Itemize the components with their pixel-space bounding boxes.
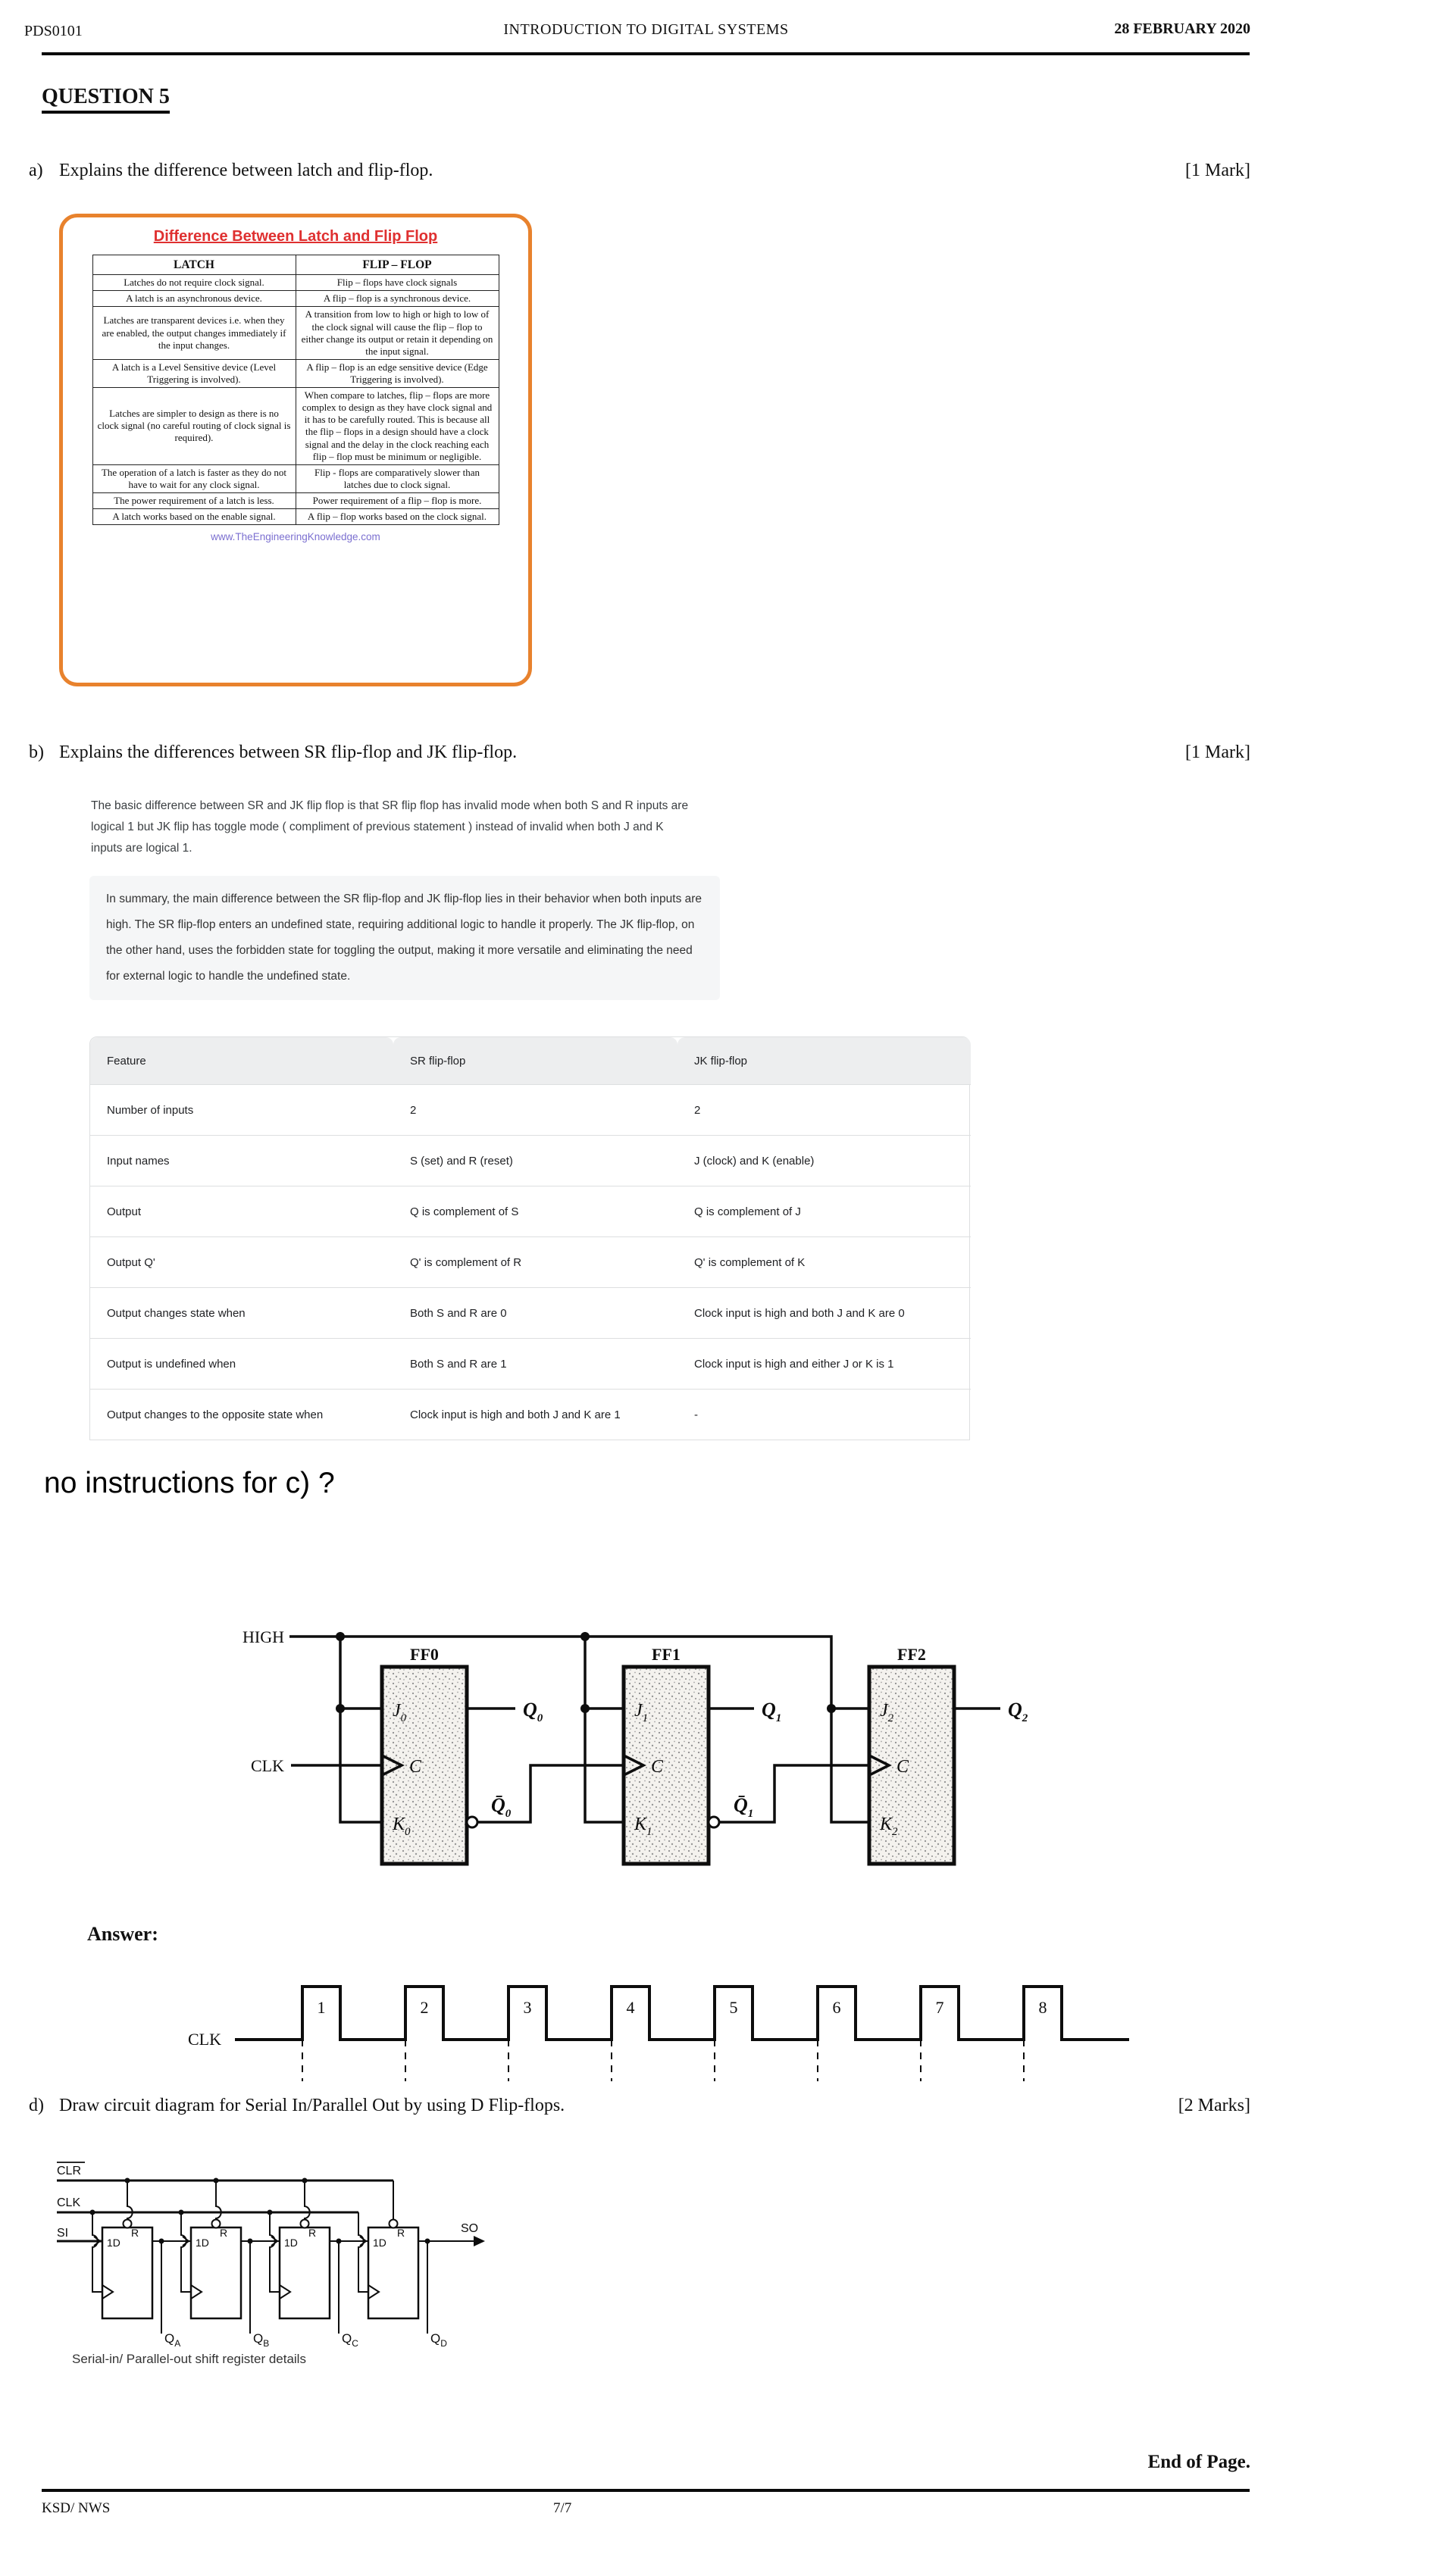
pulse-number: 7 <box>935 1998 944 2017</box>
table-row <box>92 492 499 508</box>
table-header-row <box>90 1037 971 1085</box>
junction-dot <box>90 2210 95 2215</box>
c-port: C <box>651 1757 664 1777</box>
junction-dot <box>336 1632 345 1641</box>
ff2-name: FF2 <box>897 1645 926 1664</box>
si-label: SI <box>57 2227 69 2240</box>
clock-pulse-train <box>235 1987 1129 2040</box>
table-row <box>90 1237 971 1288</box>
answer-b-paragraph-1: The basic difference between SR and JK flip flop is that SR flip flop has invalid mode when both S and R inputs are logical 1 but JK flip has toggle mode ( compliment of previous statement ) instead of invalid when both J and K inputs are logical 1. <box>91 799 689 855</box>
footer-author: KSD/ NWS <box>42 2500 111 2516</box>
feature-cell: Output changes state when <box>90 1288 393 1339</box>
ff0-feed-wire <box>340 1637 382 1822</box>
part-b-label: b) <box>29 742 44 762</box>
latch-cell: The power requirement of a latch is less. <box>92 492 296 508</box>
k-sub: 0 <box>405 1826 411 1838</box>
so-arrowhead-icon <box>474 2236 485 2246</box>
r-port-label: R <box>397 2227 405 2239</box>
ff1-c-port-label <box>651 1757 664 1777</box>
part-d-label: d) <box>29 2096 44 2115</box>
ff1-feed-wire <box>585 1637 624 1822</box>
q: Q <box>523 1699 537 1721</box>
so-label: SO <box>461 2222 479 2235</box>
table-row <box>90 1186 971 1237</box>
junction-dot <box>268 2210 273 2215</box>
pulse-number: 1 <box>317 1998 326 2017</box>
q-sub: D <box>440 2338 447 2349</box>
ff1-name: FF1 <box>652 1645 681 1664</box>
col-jk: JK flip-flop <box>677 1037 971 1085</box>
table-row <box>92 275 499 291</box>
sr-cell: Clock input is high and both J and K are 1 <box>393 1390 677 1440</box>
jk-cell: - <box>677 1390 971 1440</box>
pulse-number: 5 <box>729 1998 738 2017</box>
k-sub: 1 <box>646 1826 652 1838</box>
reset-bubble-icon <box>390 2220 398 2228</box>
ff-cell: A transition from low to high or high to low of the clock signal will cause the flip – flop to either change its output or retain it depending on the input signal. <box>296 307 499 359</box>
jk-cell: Clock input is high and both J and K are 0 <box>677 1288 971 1339</box>
feature-cell: Output <box>90 1186 393 1237</box>
header-title: INTRODUCTION TO DIGITAL SYSTEMS <box>503 21 789 38</box>
j-port: J <box>634 1701 643 1721</box>
edge-marker-dashes <box>302 2040 1024 2081</box>
junction-dot <box>580 1632 590 1641</box>
table-row <box>90 1339 971 1390</box>
qd-output-label <box>430 2331 447 2349</box>
q0-output-label <box>523 1699 543 1724</box>
ff-cell: Flip - flops are comparatively slower than latches due to clock signal. <box>296 464 499 492</box>
q: Q <box>342 2331 352 2346</box>
high-label: HIGH <box>242 1627 284 1646</box>
q-sub: 1 <box>775 1712 782 1724</box>
c-port: C <box>896 1757 909 1777</box>
jk-cell: Clock input is high and either J or K is 1 <box>677 1339 971 1390</box>
ff1-box <box>624 1667 709 1864</box>
sipo-shift-register-diagram <box>30 2152 515 2356</box>
feature-cell: Input names <box>90 1136 393 1186</box>
feature-cell: Output is undefined when <box>90 1339 393 1390</box>
sr-cell: Q is complement of S <box>393 1186 677 1237</box>
header-rule <box>42 52 1250 55</box>
q: Q <box>164 2331 175 2346</box>
latch-cell: Latches are simpler to design as there is no clock signal (no careful routing of clock signal is required). <box>92 388 296 465</box>
sipo-clk-label: CLK <box>57 2196 81 2209</box>
reset-bubbles <box>124 2220 398 2228</box>
q-sub: 0 <box>537 1712 543 1724</box>
waveform-clk-label: CLK <box>188 2030 221 2049</box>
clk-drop-wire <box>270 2212 280 2292</box>
pulse-number: 2 <box>420 1998 429 2017</box>
qb-output-label <box>253 2331 269 2349</box>
clr-drop-wire <box>127 2181 133 2220</box>
j-port: J <box>393 1701 401 1721</box>
ff2-c-port-label <box>896 1757 909 1777</box>
qbar: Q̄ <box>734 1794 748 1816</box>
table-row <box>92 291 499 307</box>
q: Q <box>762 1699 776 1721</box>
sr-cell: Both S and R are 1 <box>393 1339 677 1390</box>
clk-drop-wire <box>92 2212 102 2292</box>
latch-cell: A latch is a Level Sensitive device (Level Triggering is involved). <box>92 359 296 387</box>
clk-drop-wire <box>358 2212 368 2292</box>
q: Q <box>430 2331 441 2346</box>
reset-bubble-icon <box>301 2220 309 2228</box>
qbar-sub: 1 <box>747 1808 754 1820</box>
reset-bubble-icon <box>212 2220 221 2228</box>
latch-col-header: LATCH <box>92 255 296 275</box>
ff-col-header: FLIP – FLOP <box>296 255 499 275</box>
jk-counter-circuit-diagram <box>205 1602 1129 1871</box>
jk-cell: J (clock) and K (enable) <box>677 1136 971 1186</box>
q2-output-label <box>1008 1699 1028 1724</box>
table-row <box>90 1136 971 1186</box>
srjk-comparison-table <box>89 1036 970 1440</box>
clk-label: CLK <box>251 1756 284 1775</box>
answer-heading: Answer: <box>87 1923 158 1945</box>
ff0-name: FF0 <box>410 1645 439 1664</box>
q-sub: B <box>263 2338 270 2349</box>
table-row <box>92 388 499 465</box>
ff-cell: When compare to latches, flip – flops are more complex to design as they have clock signal and it has to be carefully routed. This is because all the flip – flops in a design should have a clock signal and the delay in the clock reaching each flip – flop must be minimum or negligible. <box>296 388 499 465</box>
clr-drop-wire <box>216 2181 221 2220</box>
pulse-number: 8 <box>1038 1998 1047 2017</box>
source-link: www.TheEngineeringKnowledge.com <box>211 531 380 543</box>
ff-cell: A flip – flop is a synchronous device. <box>296 291 499 307</box>
high-rail-wire <box>289 1637 869 1822</box>
ff-cell: Flip – flops have clock signals <box>296 275 499 291</box>
r-port-label: R <box>220 2227 228 2239</box>
latch-cell: The operation of a latch is faster as they do not have to wait for any clock signal. <box>92 464 296 492</box>
junction-dot <box>827 1704 836 1713</box>
clk-waveform-diagram <box>136 1966 1152 2091</box>
q-sub: A <box>174 2338 181 2349</box>
q: Q <box>253 2331 264 2346</box>
end-of-page-label: End of Page. <box>1147 2452 1250 2472</box>
latch-ff-table <box>92 255 499 525</box>
junction-dot <box>125 2178 130 2184</box>
c-port: C <box>409 1757 422 1777</box>
clr-label: CLR <box>57 2165 82 2177</box>
footer-rule <box>42 2489 1250 2492</box>
qbar: Q̄ <box>491 1794 505 1816</box>
ff-cell: A flip – flop is an edge sensitive device (Edge Triggering is involved). <box>296 359 499 387</box>
d-port-label: 1D <box>196 2237 209 2249</box>
table-row <box>92 509 499 525</box>
table-row <box>90 1390 971 1440</box>
feature-cell: Output Q' <box>90 1237 393 1288</box>
part-a-label: a) <box>29 161 43 180</box>
q1bar-label <box>734 1794 753 1820</box>
j-sub: 0 <box>400 1712 407 1724</box>
sr-cell: 2 <box>393 1085 677 1136</box>
q0bar-label <box>491 1794 512 1820</box>
jk-cell: Q is complement of J <box>677 1186 971 1237</box>
part-a-text: Explains the difference between latch and flip-flop. <box>59 161 433 180</box>
pulse-number: 6 <box>832 1998 841 2017</box>
sr-cell: S (set) and R (reset) <box>393 1136 677 1186</box>
sipo-caption: Serial-in/ Parallel-out shift register details <box>72 2352 306 2366</box>
table-row <box>92 359 499 387</box>
note-no-instructions-c: no instructions for c) ? <box>44 1467 335 1499</box>
feature-cell: Number of inputs <box>90 1085 393 1136</box>
r-port-label: R <box>131 2227 139 2239</box>
junction-dot <box>302 2178 308 2184</box>
jk-cell: 2 <box>677 1085 971 1136</box>
ff0-qbar-bubble-icon <box>467 1817 477 1827</box>
sr-cell: Q' is complement of R <box>393 1237 677 1288</box>
k-port: K <box>393 1815 405 1834</box>
table-row <box>90 1288 971 1339</box>
part-b-text: Explains the differences between SR flip-flop and JK flip-flop. <box>59 742 518 762</box>
j-sub: 2 <box>887 1712 894 1724</box>
d-port-label: 1D <box>284 2237 298 2249</box>
junction-dot <box>214 2178 219 2184</box>
pulse-number: 4 <box>626 1998 635 2017</box>
part-d-text: Draw circuit diagram for Serial In/Parallel Out by using D Flip-flops. <box>59 2096 565 2115</box>
latch-cell: A latch works based on the enable signal. <box>92 509 296 525</box>
ff0-c-port-label <box>409 1757 422 1777</box>
reset-bubble-icon <box>124 2220 132 2228</box>
ff-cell: A flip – flop works based on the clock signal. <box>296 509 499 525</box>
ff0-box <box>382 1667 467 1864</box>
latch-ff-figure <box>59 214 532 686</box>
header-course-code: PDS0101 <box>24 23 83 39</box>
k-port: K <box>880 1815 893 1834</box>
qc-output-label <box>342 2331 358 2349</box>
latch-ff-figure-title: Difference Between Latch and Flip Flop <box>153 228 438 245</box>
part-a-marks: [1 Mark] <box>1185 161 1250 180</box>
col-feature: Feature <box>90 1037 393 1085</box>
junction-dot <box>179 2210 184 2215</box>
answer-b-summary: In summary, the main difference between the SR flip-flop and JK flip-flop lies in their behavior when both inputs are high. The SR flip-flop enters an undefined state, requiring additional logic to handle it properly. The JK flip-flop, on the other hand, uses the forbidden state for toggling the output, making it more versatile and eliminating the need for external logic to handle the undefined state. <box>89 876 720 1000</box>
clk-drop-wire <box>181 2212 191 2292</box>
feature-cell: Output changes to the opposite state when <box>90 1390 393 1440</box>
j-port: J <box>880 1701 888 1721</box>
question-title: QUESTION 5 <box>42 85 170 114</box>
table-row <box>92 307 499 359</box>
latch-cell: Latches are transparent devices i.e. when they are enabled, the output changes immediately if the input changes. <box>92 307 296 359</box>
part-b-marks: [1 Mark] <box>1185 742 1250 762</box>
r-port-label: R <box>308 2227 317 2239</box>
q-sub: 2 <box>1022 1712 1028 1724</box>
table-row <box>90 1085 971 1136</box>
qa-output-label <box>164 2331 180 2349</box>
ff-cell: Power requirement of a flip – flop is more. <box>296 492 499 508</box>
junction-dot <box>580 1704 590 1713</box>
latch-cell: Latches do not require clock signal. <box>92 275 296 291</box>
ff2-box <box>869 1667 954 1864</box>
qbar-sub: 0 <box>505 1808 512 1820</box>
d-port-label: 1D <box>107 2237 120 2249</box>
q1-output-label <box>762 1699 781 1724</box>
header-date: 28 FEBRUARY 2020 <box>1114 20 1250 37</box>
q-sub: C <box>352 2338 358 2349</box>
jk-cell: Q' is complement of K <box>677 1237 971 1288</box>
part-d-marks: [2 Marks] <box>1178 2096 1250 2115</box>
q: Q <box>1008 1699 1022 1721</box>
j-sub: 1 <box>642 1712 649 1724</box>
junction-dot <box>336 1704 345 1713</box>
footer-page-number: 7/7 <box>553 2500 572 2516</box>
latch-cell: A latch is an asynchronous device. <box>92 291 296 307</box>
clr-drop-wire <box>305 2181 310 2220</box>
pulse-number: 3 <box>523 1998 532 2017</box>
d-port-label: 1D <box>373 2237 386 2249</box>
sr-cell: Both S and R are 0 <box>393 1288 677 1339</box>
k-port: K <box>634 1815 647 1834</box>
k-sub: 2 <box>892 1826 898 1838</box>
col-sr: SR flip-flop <box>393 1037 677 1085</box>
table-row <box>92 464 499 492</box>
ff1-qbar-bubble-icon <box>709 1817 719 1827</box>
